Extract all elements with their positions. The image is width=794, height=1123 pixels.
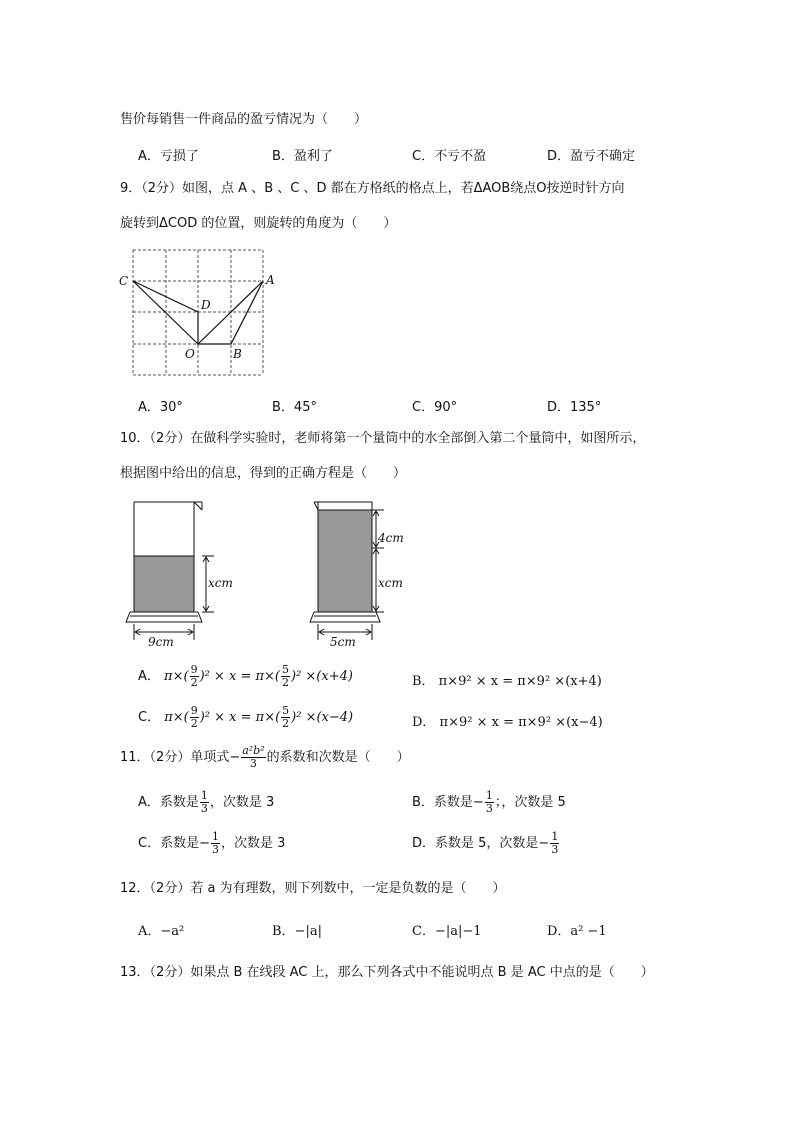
q12-option-d: D．a² −1 (547, 924, 607, 939)
cylinder-2-figure (306, 498, 436, 650)
height-arrows (372, 510, 384, 612)
q8-option-b: B．盈利了 (272, 149, 333, 164)
q8-option-d: D．盈亏不确定 (547, 149, 636, 164)
q12-stem: 12．（2分）若 a 为有理数，则下列数中，一定是负数的是（ ） (120, 881, 506, 896)
water-fill (318, 510, 372, 612)
cylinder-1-figure (122, 498, 252, 650)
q12-option-b: B．−|a| (272, 924, 322, 939)
q8-option-c: C．不亏不盈 (412, 149, 487, 164)
cyl2-width-label: 5cm (330, 635, 356, 649)
q9-option-a: A．30° (138, 400, 183, 415)
q9-stem-line2: 旋转到ΔCOD 的位置，则旋转的角度为（ ） (120, 216, 397, 231)
label-d: D (201, 298, 211, 312)
cyl1-width-label: 9cm (148, 635, 174, 649)
q10-option-b: B． π×9² × x = π×9² ×(x+4) (412, 674, 602, 689)
q10-option-c: C． π×( $\frac{9}{2}$ )² × x = π×( $\frac{5}{2}$ )² ×(x−4) (138, 704, 354, 730)
q10-option-d: D． π×9² × x = π×9² ×(x−4) (412, 715, 603, 730)
q11-option-d: D．系数是 5，次数是− $\frac{1}{3}$ (412, 830, 559, 856)
q8-option-a: A．亏损了 (138, 149, 199, 164)
q9-option-b: B．45° (272, 400, 317, 415)
water-fill (134, 556, 194, 612)
q9-option-d: D．135° (547, 400, 602, 415)
cyl2-top-label: 4cm (378, 531, 404, 545)
q10-stem-line2: 根据图中给出的信息，得到的正确方程是（ ） (120, 466, 407, 481)
q9-grid-figure (115, 242, 275, 382)
label-o: O (185, 347, 195, 361)
q9-stem-line1: 9．（2分）如图，点 A 、B 、C 、D 都在方格纸的格点上，若ΔAOB绕点O按逆时针方向 (120, 181, 625, 196)
q11-option-c: C．系数是− $\frac{1}{3}$ ，次数是 3 (138, 830, 286, 856)
cyl1-height-label: xcm (208, 576, 233, 590)
q13-stem: 13．（2分）如果点 B 在线段 AC 上，那么下列各式中不能说明点 B 是 AC 中点的是（ ） (120, 965, 654, 980)
q8-stem-tail: 售价每销售一件商品的盈亏情况为（ ） (120, 112, 368, 127)
q11-option-a: A．系数是 $\frac{1}{3}$ ，次数是 3 (138, 789, 275, 815)
cyl2-height-label: xcm (378, 576, 403, 590)
label-b: B (233, 347, 242, 361)
label-c: C (119, 274, 129, 288)
q11-option-b: B．系数是− $\frac{1}{3}$ ；，次数是 5 (412, 789, 566, 815)
q12-option-c: C．−|a|−1 (412, 924, 482, 939)
q12-option-a: A．−a² (138, 924, 185, 939)
q10-stem-line1: 10．（2分）在做科学实验时，老师将第一个量筒中的水全部倒入第二个量筒中，如图所示， (120, 431, 646, 446)
q9-option-c: C．90° (412, 400, 458, 415)
q11-stem: 11．（2分）单项式− $\frac{\text{a²b²}}{3}$ 的系数和次数是（ ） (120, 744, 410, 770)
label-a: A (266, 273, 275, 287)
q10-option-a: A． π×( $\frac{9}{2}$ )² × x = π×( $\frac{5}{2}$ )² ×(x+4) (138, 663, 353, 689)
